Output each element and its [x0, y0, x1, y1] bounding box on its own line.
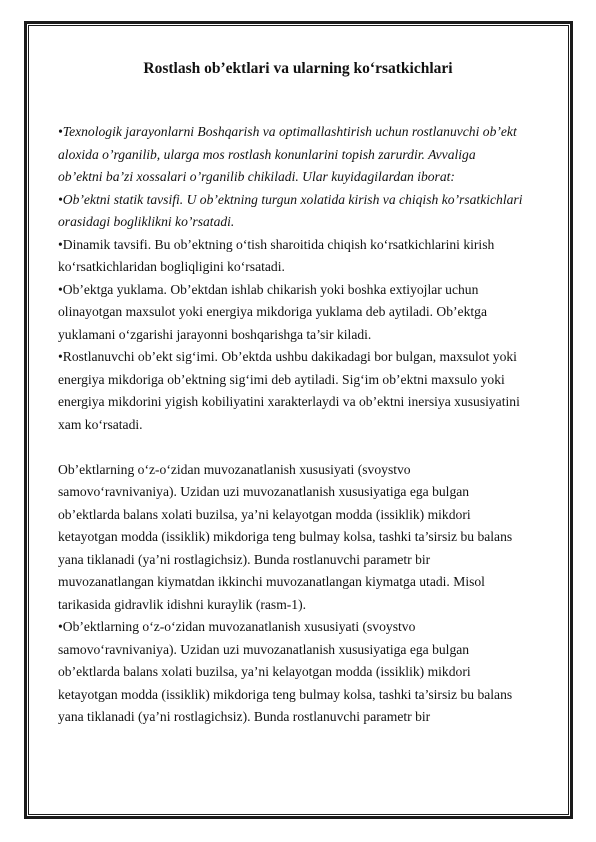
text-line: samovo‘ravnivaniya). Uzidan uzi muvozanatlanish xususiyatiga ega bulgan — [58, 484, 470, 499]
document-title: Rostlash ob’ektlari va ularning ko‘rsatkichlari — [143, 60, 453, 77]
text-line: ob’ektlarda balans xolati buzilsa, ya’ni kelayotgan modda (issiklik) mikdori — [58, 664, 471, 679]
text-line: yuklamani o‘zgarishi jarayonni boshqarishga ta’sir kiladi. — [58, 326, 372, 342]
text-line: •Ob’ektga yuklama. Ob’ektdan ishlab chikarish yoki boshka extiyojlar uchun — [58, 281, 479, 297]
text-line: •Ob’ektni statik tavsifi. U ob’ektning turgun xolatida kirish va chiqish ko’rsatkichlari — [58, 191, 523, 207]
text-line: muvozanatlangan kiymatdan ikkinchi muvozanatlangan kiymatga utadi. Misol — [58, 574, 485, 589]
text-line: •Dinamik tavsifi. Bu ob’ektning o‘tish sharoitida chiqish ko‘rsatkichlarini kirish — [58, 236, 495, 252]
text-line: energiya mikdorini yigish kobiliyatini xarakterlaydi va ob’ektni inersiya xususiyatini — [58, 394, 520, 409]
text-line: olinayotgan maxsulot yoki energiya mikdoriga yuklama deb aytiladi. Ob’ektga — [58, 304, 487, 319]
text-line: •Texnologik jarayonlarni Boshqarish va optimallashtirish uchun rostlanuvchi ob’ekt — [58, 124, 517, 139]
text-line: yana tiklanadi (ya’ni rostlagichsiz). Bunda rostlanuvchi parametr bir — [58, 551, 431, 567]
text-line: •Rostlanuvchi ob’ekt sig‘imi. Ob’ektda ushbu dakikadagi bor bulgan, maxsulot yoki — [58, 349, 517, 364]
text-line: ob’ektni ba’zi xossalari o’rganilib chikiladi. Ular kuyidagilardan iborat: — [58, 169, 455, 184]
text-line: ko‘rsatkichlaridan bogliqligini ko‘rsatadi. — [58, 259, 285, 274]
text-line: ob’ektlarda balans xolati buzilsa, ya’ni kelayotgan modda (issiklik) mikdori — [58, 506, 471, 522]
text-line: •Ob’ektlarning o‘z-o‘zidan muvozanatlanish xususiyati (svoystvo — [58, 619, 416, 634]
text-line: yana tiklanadi (ya’ni rostlagichsiz). Bunda rostlanuvchi parametr bir — [58, 709, 431, 724]
paragraph-gap — [58, 436, 548, 459]
text-line: tarikasida gidravlik idishni kuraylik (rasm-1). — [58, 596, 307, 612]
text-line: xam ko‘rsatadi. — [58, 416, 143, 432]
text-line: ketayotgan modda (issiklik) mikdoriga teng bulmay kolsa, tashki ta’sirsiz bu balans — [58, 529, 513, 544]
document-body — [58, 121, 548, 729]
text-line: samovo‘ravnivaniya). Uzidan uzi muvozanatlanish xususiyatiga ega bulgan — [58, 641, 470, 657]
text-line: energiya mikdoriga ob’ektning sig‘imi deb aytiladi. Sig‘im ob’ektni maxsulo yoki — [58, 371, 505, 387]
text-line: orasidagi bogliklikni ko’rsatadi. — [58, 214, 235, 229]
text-line: Ob’ektlarning o‘z-o‘zidan muvozanatlanish xususiyati (svoystvo — [58, 461, 411, 477]
text-line: ketayotgan modda (issiklik) mikdoriga teng bulmay kolsa, tashki ta’sirsiz bu balans — [58, 686, 513, 702]
text-line: aloxida o’rganilib, ularga mos rostlash konunlarini topish zarurdir. Avvaliga — [58, 146, 476, 162]
